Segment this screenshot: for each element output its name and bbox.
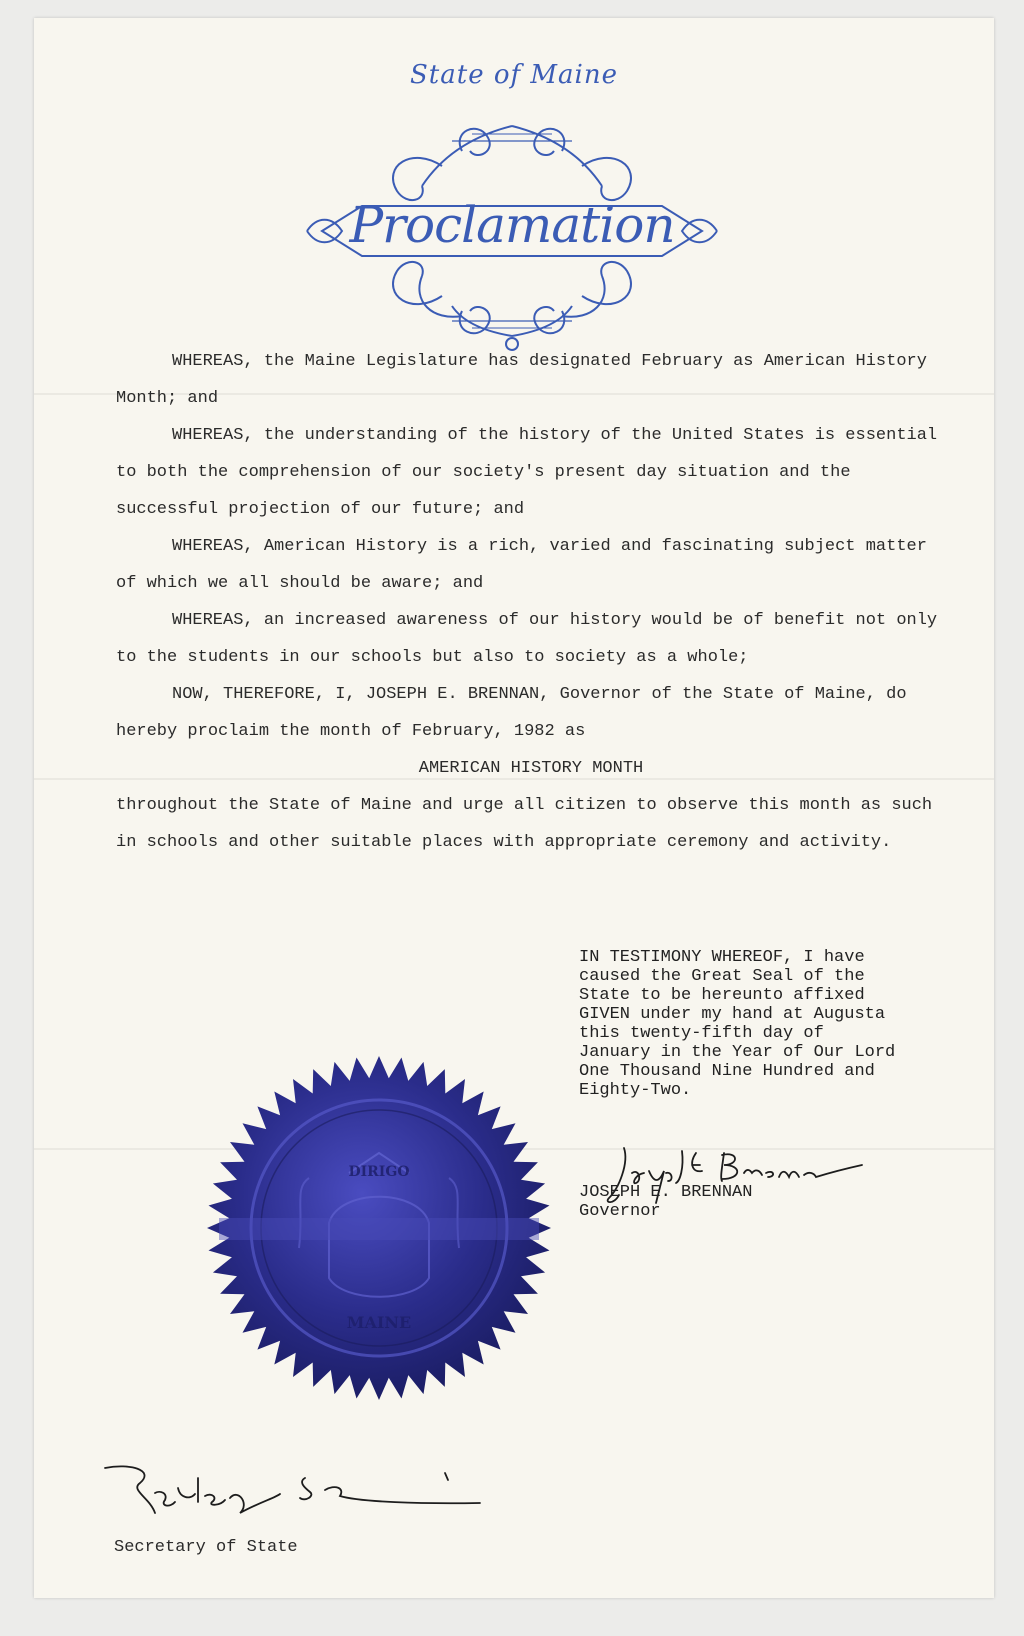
testimony-line: January in the Year of Our Lord [579,1043,896,1062]
testimony-line: GIVEN under my hand at Augusta [579,1005,886,1024]
whereas-paragraph: WHEREAS, the understanding of the history of the United States is essential to both the comprehension of our society's present day situation and the successful projection of our future; and [116,426,938,519]
whereas-paragraph: WHEREAS, the Maine Legislature has designated February as American History Month; and [116,352,927,408]
testimony-line: One Thousand Nine Hundred and [579,1062,875,1081]
whereas-paragraph: WHEREAS, an increased awareness of our history would be of benefit not only to the students in our schools but also to society as a whole; [116,611,938,667]
great-seal-of-maine [199,1048,559,1408]
testimony-line: IN TESTIMONY WHEREOF, I have [579,948,865,967]
whereas-paragraph: WHEREAS, American History is a rich, varied and fascinating subject matter of which we all should be aware; and [116,537,927,593]
closing-paragraph: throughout the State of Maine and urge all citizen to observe this month as such in schools and other suitable places with appropriate ceremony and activity. [116,796,933,852]
proclamation-title: Proclamation [349,196,675,254]
seal-bottom-text: MAINE [346,1313,412,1332]
governor-signature-block [579,1183,752,1221]
testimony-line: Eighty-Two. [579,1081,692,1100]
governor-title: Governor [579,1202,661,1221]
proclaimed-title: AMERICAN HISTORY MONTH [418,759,644,778]
governor-name: JOSEPH E. BRENNAN [579,1183,753,1202]
testimony-line: this twenty-fifth day of [579,1024,824,1043]
testimony-line: State to be hereunto affixed [579,986,865,1005]
secretary-signature [100,1458,520,1548]
therefore-paragraph: NOW, THEREFORE, I, JOSEPH E. BRENNAN, Governor of the State of Maine, do hereby proclaim the month of February, 1982 as [116,685,907,741]
state-title: State of Maine [410,60,618,90]
secretary-of-state-label: Secretary of State [114,1538,298,1557]
testimony-block [579,948,979,1100]
seal-motto: DIRIGO [348,1164,410,1180]
proclamation-body [116,343,946,861]
testimony-line: caused the Great Seal of the [579,967,865,986]
proclamation-document [34,18,994,1598]
